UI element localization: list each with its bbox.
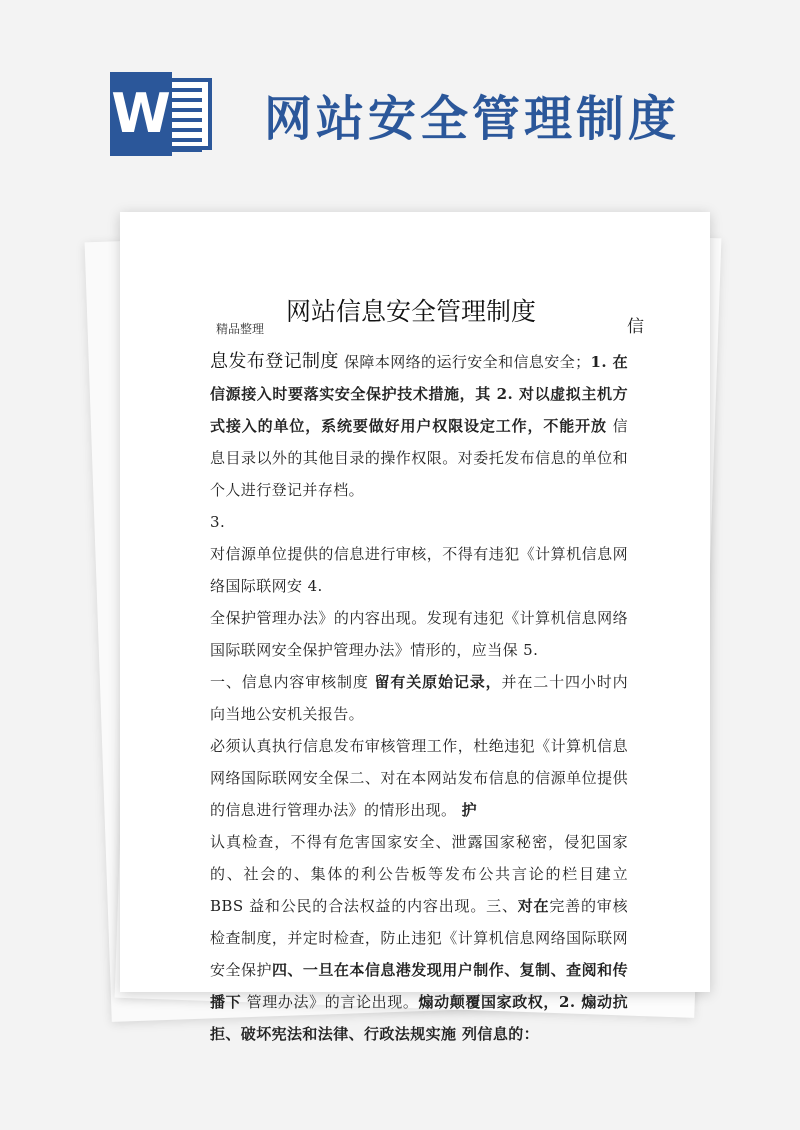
paragraph-run-bold: 护 bbox=[461, 801, 477, 819]
paragraph-3 bbox=[210, 538, 628, 602]
paragraph-1 bbox=[210, 346, 628, 506]
paragraph-run: 3. bbox=[210, 513, 226, 531]
paragraph-run-bold: 1. 在信源接入时要落实安全保护技术措施，其 2. 对以虚拟主机方式接入的单位，系统要做好用户权限设定工作，不能开放 bbox=[210, 353, 629, 435]
paragraph-run-bold: 对在 bbox=[517, 897, 550, 915]
paragraph-run: 全保护管理办法》的内容出现。发现有违犯《计算机信息网络国际联网安全保护管理办法》情形的，应当保 5. bbox=[210, 609, 628, 659]
document-page bbox=[120, 212, 710, 1043]
paragraph-run-bold: 煽动颠覆国家政权，2. 煽动抗拒、破坏宪法和法律、行政法规实施 列信息的： bbox=[210, 993, 628, 1043]
paragraph-run: 完善的审核检查制度，并定时检查，防止违犯《计算机信息网络国际联网安全保护 bbox=[210, 897, 628, 979]
banner-title: 网站安全管理制度 bbox=[264, 91, 681, 147]
document-subtitle: 息发布登记制度 bbox=[210, 351, 339, 372]
paragraph-run-bold: 四、一旦在本信息港发现用户制作、复制、查阅和传播下 bbox=[210, 961, 628, 1011]
word-icon bbox=[110, 72, 212, 156]
paragraph-run: 信息目录以外的其他目录的操作权限。对委托发布信息的单位和个人进行登记并存档。 bbox=[210, 417, 628, 499]
paragraph-run: 一、信息内容审核制度 bbox=[210, 673, 375, 691]
document-small-label: 精品整理 bbox=[216, 322, 265, 336]
paragraph-6 bbox=[210, 730, 628, 826]
page-header bbox=[0, 0, 800, 200]
paragraph-4 bbox=[210, 602, 628, 666]
paragraph-run-bold: 留有关原始记录， bbox=[374, 673, 502, 691]
document-title: 网站信息安全管理制度 bbox=[286, 297, 537, 326]
document-title-line bbox=[210, 292, 644, 346]
paragraph-run: 并在二十四小时内向当地公安机关报告。 bbox=[210, 673, 629, 723]
paragraph-run: 认真检查，不得有危害国家安全、泄露国家秘密，侵犯国家的、社会的、集体的利公告板等发布公共言论的栏目建立 BBS 益和公民的合法权益的内容出现。三、 bbox=[210, 833, 628, 915]
paragraph-7 bbox=[210, 826, 628, 1050]
paragraph-2 bbox=[210, 506, 628, 538]
paragraph-run: 管理办法》的言论出现。 bbox=[241, 993, 419, 1011]
word-icon-letter: W bbox=[110, 72, 172, 156]
document-title-tail: 信 bbox=[627, 317, 644, 337]
paragraph-run: 保障本网络的运行安全和信息安全； bbox=[344, 353, 591, 371]
paragraph-run: 对信源单位提供的信息进行审核，不得有违犯《计算机信息网络国际联网安 4. bbox=[210, 545, 628, 595]
document-content bbox=[210, 292, 644, 1050]
paragraph-run: 必须认真执行信息发布审核管理工作，杜绝违犯《计算机信息网络国际联网安全保二、对在本网站发布信息的信源单位提供的信息进行管理办法》的情形出现。 bbox=[210, 737, 628, 819]
paragraph-5 bbox=[210, 666, 628, 730]
